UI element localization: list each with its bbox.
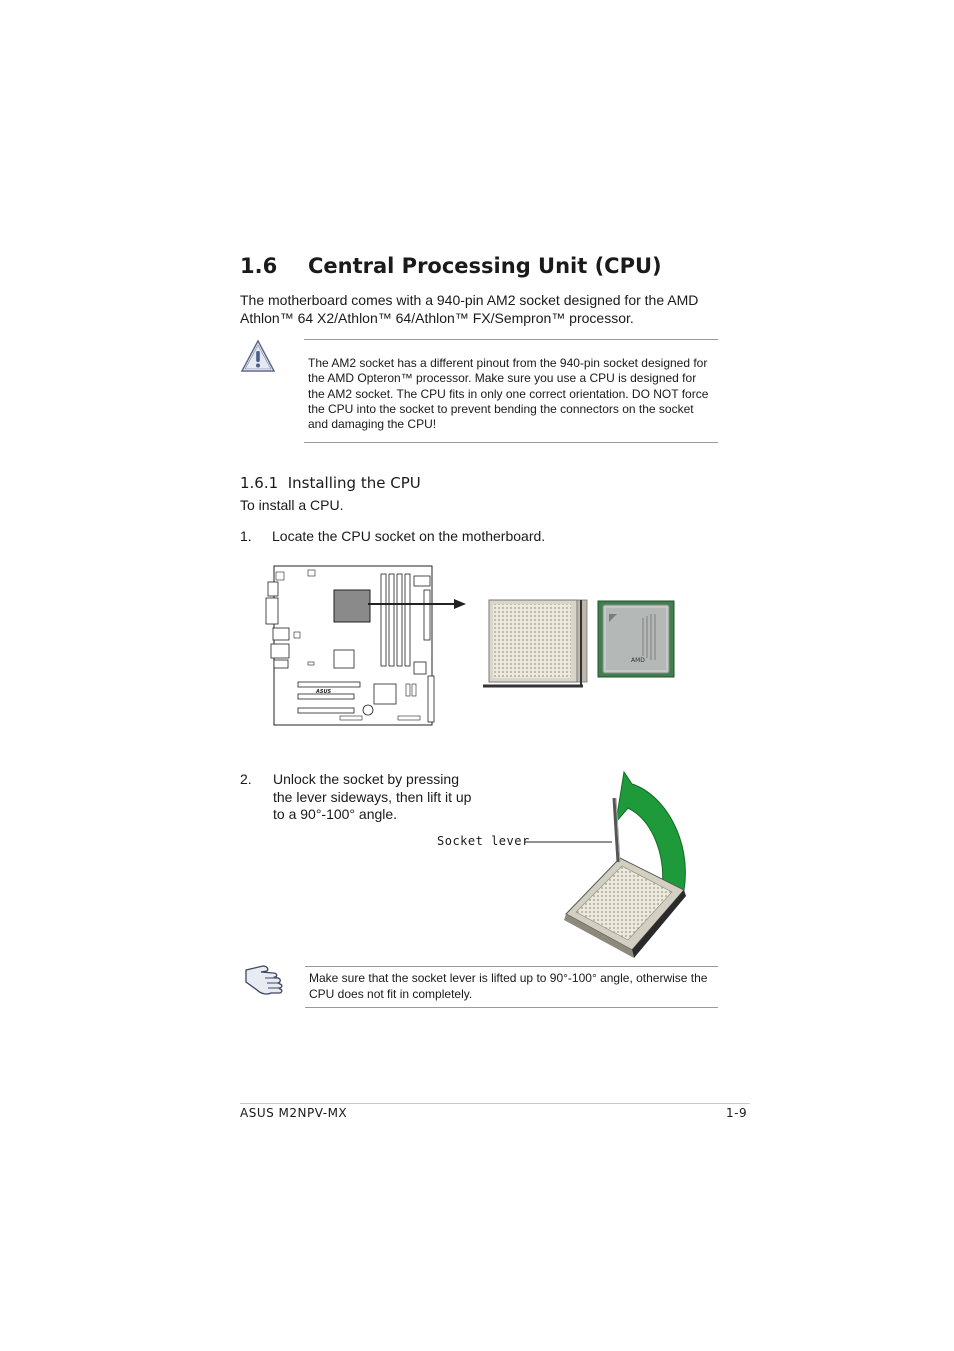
tip-bottom-rule [305, 1007, 718, 1008]
socket-lever-label: Socket lever [437, 834, 530, 848]
footer-product-name: ASUS M2NPV-MX [240, 1106, 348, 1120]
motherboard-layout-figure [264, 564, 474, 730]
step-2-line-1: Unlock the socket by pressing [273, 771, 459, 787]
board-asus-logo: ASUS [316, 689, 332, 695]
cpu-chip-figure [597, 600, 675, 678]
section-number: 1.6 [240, 254, 278, 278]
step-2-text [273, 771, 471, 824]
subsection-number: 1.6.1 [240, 474, 279, 492]
step-2-line-3: to a 90°-100° angle. [273, 806, 398, 822]
step-2-line-2: the lever sideways, then lift it up [273, 788, 472, 805]
step-1-text: Locate the CPU socket on the motherboard. [272, 528, 546, 544]
lead-text: To install a CPU. [240, 497, 344, 513]
footer-rule [240, 1103, 750, 1104]
tip-note-text: Make sure that the socket lever is lifted up to 90°-100° angle, otherwise the CPU does not fit in completely. [309, 971, 708, 1001]
subsection-title: Installing the CPU [287, 474, 421, 492]
tip-top-rule [305, 966, 718, 967]
hand-note-icon [243, 962, 289, 1000]
section-heading [240, 254, 662, 278]
step-2-number: 2. [240, 771, 252, 787]
warning-note-text: The AM2 socket has a different pinout from the 940-pin socket designed for the AMD Opteron™ processor. Make sure you use a CPU is designed for the AM2 socket. The CPU fits in only one correct orientation. DO NOT force the CPU into the socket to prevent bending the connectors on the socket and damaging the CPU! [308, 356, 709, 432]
subsection-heading [240, 474, 421, 492]
cpu-brand-text: AMD [631, 657, 645, 664]
step-1-number: 1. [240, 528, 252, 544]
warning-icon [240, 338, 276, 374]
warning-bottom-rule [304, 442, 718, 443]
section-title: Central Processing Unit (CPU) [308, 254, 662, 278]
socket-lever-figure [524, 762, 694, 960]
warning-top-rule [304, 339, 718, 340]
cpu-socket-figure [481, 598, 593, 690]
intro-paragraph: The motherboard comes with a 940-pin AM2 socket designed for the AMD Athlon™ 64 X2/Athlon™ 64/Athlon™ FX/Sempron™ processor. [240, 292, 699, 326]
footer-page-number: 1-9 [726, 1106, 748, 1120]
